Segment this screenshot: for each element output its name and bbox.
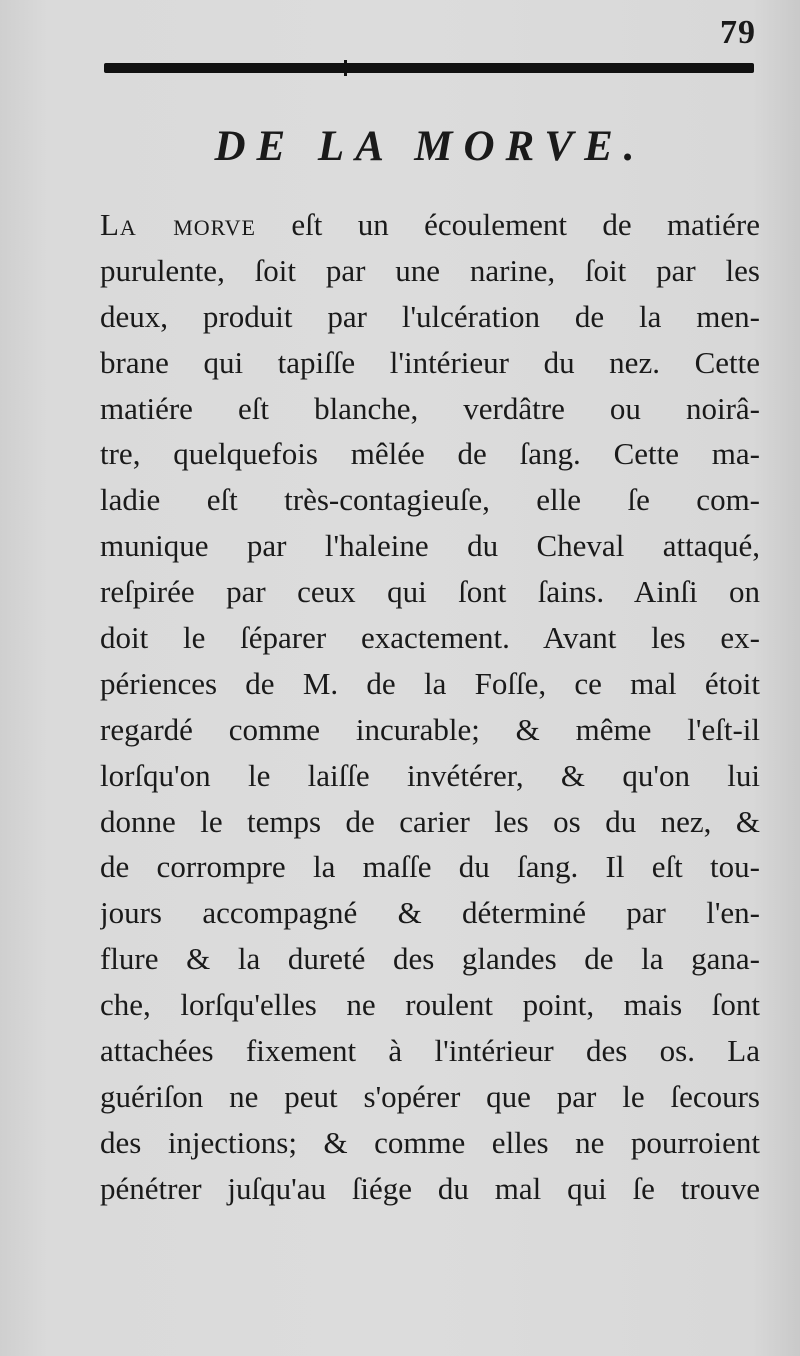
text-line: munique par l'haleine du Cheval attaqué, — [100, 528, 760, 564]
text-line: de corrompre la maſſe du ſang. Il eſt tou- — [100, 849, 760, 885]
chapter-title: DE LA MORVE. — [214, 123, 646, 170]
text-line: tre, quelquefois mêlée de ſang. Cette ma- — [100, 436, 760, 472]
text-line: regardé comme incurable; & même l'eſt-il — [100, 711, 760, 747]
text-line: brane qui tapiſſe l'intérieur du nez. Cette — [100, 344, 760, 380]
text-line: attachées fixement à l'intérieur des os. La — [100, 1033, 760, 1069]
header-rule — [104, 63, 754, 73]
text-line: reſpirée par ceux qui ſont ſains. Ainſi on — [100, 574, 760, 610]
body-paragraph — [100, 202, 760, 1212]
text-line: donne le temps de carier les os du nez, & — [100, 803, 760, 839]
text-line: deux, produit par l'ulcération de la men- — [100, 298, 760, 334]
text-line: che, lorſqu'elles ne roulent point, mais ſont — [100, 987, 760, 1023]
text-line: guériſon ne peut s'opérer que par le ſecours — [100, 1078, 760, 1114]
text-line: périences de M. de la Foſſe, ce mal étoit — [100, 665, 760, 701]
text-line: purulente, ſoit par une narine, ſoit par les — [100, 252, 760, 288]
page-number: 79 — [720, 14, 756, 51]
text-line: ladie eſt très-contagieuſe, elle ſe com- — [100, 482, 760, 518]
opening-words: La morve — [100, 207, 256, 242]
text-line: matiére eſt blanche, verdâtre ou noirâ- — [100, 390, 760, 426]
text-line: des injections; & comme elles ne pourroient — [100, 1124, 760, 1160]
text-line: flure & la dureté des glandes de la gana- — [100, 941, 760, 977]
text-line: jours accompagné & déterminé par l'en- — [100, 895, 760, 931]
text-line: pénétrer juſqu'au ſiége du mal qui ſe trouve — [100, 1170, 760, 1206]
text-line: La morve eſt un écoulement de matiére — [100, 207, 760, 242]
text-line: lorſqu'on le laiſſe invétérer, & qu'on lui — [100, 757, 760, 793]
text-line: doit le ſéparer exactement. Avant les ex- — [100, 620, 760, 656]
